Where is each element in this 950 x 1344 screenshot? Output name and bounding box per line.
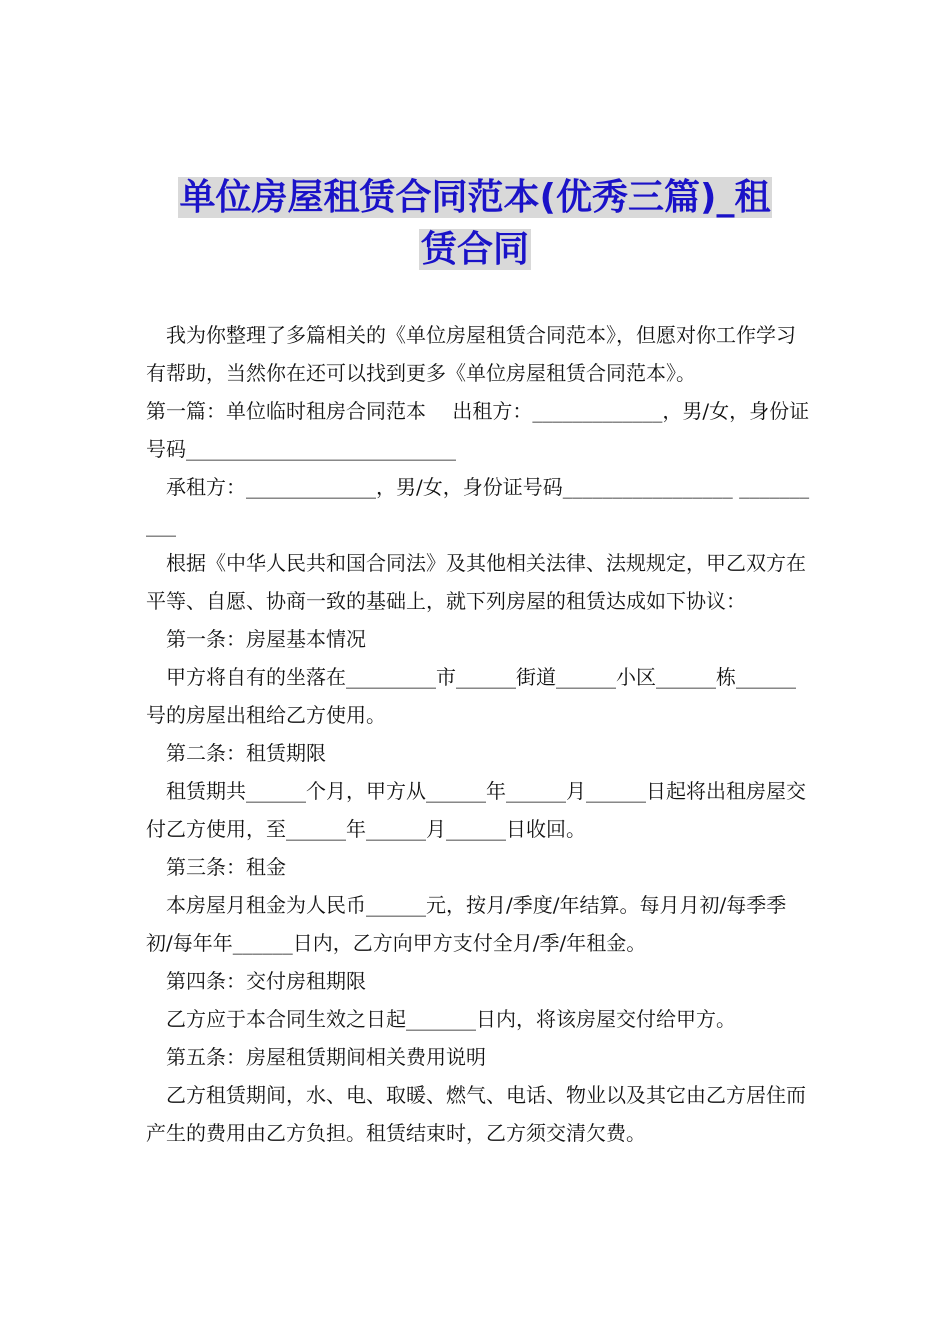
article-1-text: 甲方将自有的坐落在_________市______街道______小区______栋______号的房屋出租给乙方使用。 [146,665,796,727]
intro-paragraph: 我为你整理了多篇相关的《单位房屋租赁合同范本》，但愿对你工作学习有帮助，当然你在还可以找到更多《单位房屋租赁合同范本》。 [146,323,796,385]
parties-lessor: 第一篇：单位临时租房合同范本 出租方：_____________，男/女，身份证号码___________________________ [146,399,810,461]
article-2-text: 租赁期共______个月，甲方从______年______月______日起将出租房屋交付乙方使用，至______年______月______日收回。 [146,779,806,841]
article-3-heading: 第三条：租金 [166,855,286,879]
article-1-heading: 第一条：房屋基本情况 [166,627,366,651]
article-5-text: 乙方租赁期间，水、电、取暖、燃气、电话、物业以及其它由乙方居住而产生的费用由乙方负担。租赁结束时，乙方须交清欠费。 [146,1083,806,1145]
parties-lessee: 承租方：_____________，男/女，身份证号码_________________ __________ [146,475,810,537]
article-3-text: 本房屋月租金为人民币______元，按月/季度/年结算。每月月初/每季季初/每年年______日内，乙方向甲方支付全月/季/年租金。 [146,893,787,955]
article-2-heading: 第二条：租赁期限 [166,741,326,765]
preamble-paragraph: 根据《中华人民共和国合同法》及其他相关法律、法规规定，甲乙双方在平等、自愿、协商一致的基础上，就下列房屋的租赁达成如下协议： [146,551,806,613]
title-line-2: 赁合同 [420,229,529,270]
document-body [146,316,810,1152]
article-4-text: 乙方应于本合同生效之日起_______日内，将该房屋交付给甲方。 [166,1007,736,1031]
article-5-heading: 第五条：房屋租赁期间相关费用说明 [166,1045,486,1069]
document-title [120,172,830,276]
title-line-1: 单位房屋租赁合同范本(优秀三篇)_租 [179,177,771,218]
article-4-heading: 第四条：交付房租期限 [166,969,366,993]
